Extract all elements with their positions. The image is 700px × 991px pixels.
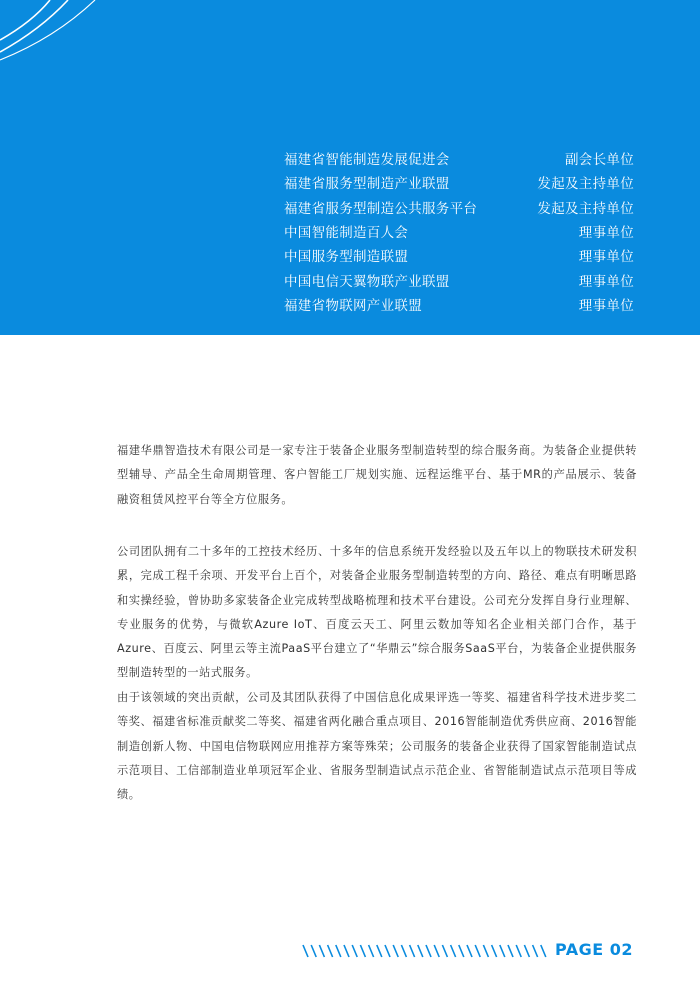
stripe-mark <box>483 945 488 957</box>
stripe-mark <box>311 945 316 957</box>
stripe-mark <box>492 945 497 957</box>
stripe-mark <box>328 945 333 957</box>
company-intro-paragraph: 福建华鼎智造技术有限公司是一家专注于装备企业服务型制造转型的综合服务商。为装备企业提供转型辅导、产品全生命周期管理、客户智能工厂规划实施、远程运维平台、基于MR的产品展示、装备融资租赁风控平台等全方位服务。 <box>117 444 637 506</box>
member-role: 副会长单位 <box>565 152 634 169</box>
member-role: 理事单位 <box>578 297 634 314</box>
stripe-mark <box>467 945 472 957</box>
membership-row <box>284 292 634 316</box>
stripe-mark <box>385 945 390 957</box>
stripe-mark <box>344 945 349 957</box>
membership-row <box>284 170 634 194</box>
stripe-mark <box>418 945 423 957</box>
stripe-mark <box>516 945 521 957</box>
membership-row <box>284 146 634 170</box>
stripe-mark <box>508 945 513 957</box>
decorative-arcs <box>0 0 120 70</box>
page-number: PAGE 02 <box>555 940 634 959</box>
team-experience-paragraph: 公司团队拥有二十多年的工控技术经历、十多年的信息系统开发经验以及五年以上的物联技术研发积累，完成工程千余项、开发平台上百个，对装备企业服务型制造转型的方向、路径、难点有明晰思路和实操经验，曾协助多家装备企业完成转型战略梳理和技术平台建设。公司充分发挥自身行业理解、专业服务的优势，与微软Azure IoT、百度云天工、阿里云数加等知名企业相关部门合作，基于Azure、百度云、阿里云等主流PaaS平台建立了“华鼎云”综合服务SaaS平台，为装备企业提供服务型制造转型的一站式服务。 <box>117 545 637 680</box>
member-role: 理事单位 <box>578 273 634 290</box>
organization-name: 福建省服务型制造公共服务平台 <box>284 200 478 217</box>
stripe-mark <box>401 945 406 957</box>
stripe-mark <box>410 945 415 957</box>
stripe-mark <box>377 945 382 957</box>
membership-row <box>284 219 634 243</box>
organization-name: 福建省智能制造发展促进会 <box>284 152 450 169</box>
stripe-mark <box>475 945 480 957</box>
organization-name: 福建省服务型制造产业联盟 <box>284 176 450 193</box>
organization-name: 中国智能制造百人会 <box>284 225 409 242</box>
stripe-mark <box>451 945 456 957</box>
stripe-mark <box>352 945 357 957</box>
stripe-mark <box>500 945 505 957</box>
organization-name: 中国服务型制造联盟 <box>284 249 409 266</box>
organization-name: 福建省物联网产业联盟 <box>284 297 422 314</box>
stripe-mark <box>393 945 398 957</box>
membership-row <box>284 243 634 267</box>
stripe-mark <box>360 945 365 957</box>
membership-list <box>284 146 634 316</box>
awards-paragraph: 由于该领域的突出贡献，公司及其团队获得了中国信息化成果评选一等奖、福建省科学技术进步奖二等奖、福建省标准贡献奖二等奖、福建省两化融合重点项目、2016智能制造优秀供应商、2016智能制造创新人物、中国电信物联网应用推荐方案等殊荣；公司服务的装备企业获得了国家智能制造试点示范项目、工信部制造业单项冠军企业、省服务型制造试点示范企业、省智能制造试点示范项目等成绩。 <box>117 691 637 802</box>
member-role: 理事单位 <box>578 249 634 266</box>
stripe-mark <box>524 945 529 957</box>
stripe-mark <box>541 945 546 957</box>
membership-row <box>284 267 634 291</box>
stripe-mark <box>426 945 431 957</box>
stripe-mark <box>336 945 341 957</box>
stripe-mark <box>303 945 308 957</box>
decorative-stripes <box>301 943 549 959</box>
member-role: 发起及主持单位 <box>537 176 634 193</box>
organization-name: 中国电信天翼物联产业联盟 <box>284 273 450 290</box>
member-role: 发起及主持单位 <box>537 200 634 217</box>
stripe-mark <box>369 945 374 957</box>
stripe-mark <box>319 945 324 957</box>
member-role: 理事单位 <box>578 225 634 242</box>
header-banner <box>0 0 700 335</box>
stripe-mark <box>442 945 447 957</box>
stripe-mark <box>533 945 538 957</box>
membership-row <box>284 195 634 219</box>
stripe-mark <box>434 945 439 957</box>
stripe-mark <box>459 945 464 957</box>
